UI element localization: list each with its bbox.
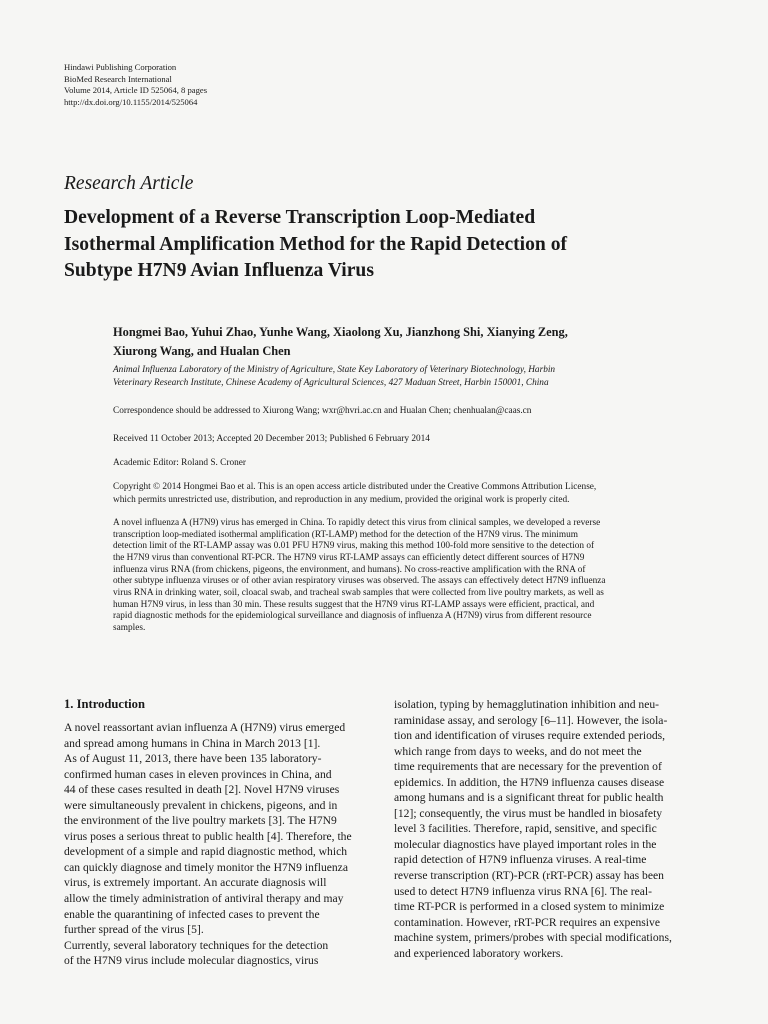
body-text-line: used to detect H7N9 influenza virus RNA [6]. The real- xyxy=(394,884,652,898)
abstract xyxy=(113,518,703,635)
body-text-line: and spread among humans in China in March 2013 [1]. xyxy=(64,736,321,750)
body-text-line: raminidase assay, and serology [6–11]. However, the isola- xyxy=(394,713,668,727)
body-text-line: epidemics. In addition, the H7N9 influenza causes disease xyxy=(394,775,665,789)
paper-title xyxy=(64,205,714,285)
body-text-line: contamination. However, rRT-PCR requires an expensive xyxy=(394,915,660,929)
body-text-line: were simultaneously prevalent in chickens, pigeons, and in xyxy=(64,798,338,812)
body-text-line: virus, is extremely important. An accurate diagnosis will xyxy=(64,876,327,890)
copyright-line: which permits unrestricted use, distribution, and reproduction in any medium, provided the original work is properly cited. xyxy=(113,494,570,505)
title-line: Subtype H7N9 Avian Influenza Virus xyxy=(64,260,374,282)
body-text-line: enable the quarantining of infected cases to prevent the xyxy=(64,907,320,921)
body-text-line: Currently, several laboratory techniques for the detection xyxy=(64,938,329,952)
body-text-line: can quickly diagnose and timely monitor the H7N9 influenza xyxy=(64,860,348,874)
body-text-line: reverse transcription (RT)-PCR (rRT-PCR) assay has been xyxy=(394,869,664,883)
body-text-line: machine system, primers/probes with special modifications, xyxy=(394,931,672,945)
author-list xyxy=(113,323,713,361)
body-text-line: development of a simple and rapid diagnostic method, which xyxy=(64,845,348,859)
correspondence-text: Correspondence should be addressed to Xiurong Wang; wxr@hvri.ac.cn and Hualan Chen; chenhualan@caas.cn xyxy=(113,406,532,416)
body-text-line: molecular diagnostics have played important roles in the xyxy=(394,837,657,851)
abstract-line: other subtype influenza viruses or of other avian respiratory viruses was observed. The assays can effectively detect H7N9 influenza xyxy=(113,576,606,587)
body-text-line: time requirements that are necessary for the prevention of xyxy=(394,760,662,774)
abstract-line: A novel influenza A (H7N9) virus has emerged in China. To rapidly detect this virus from clinical samples, we developed a reverse xyxy=(113,518,601,528)
journal-header xyxy=(64,62,207,108)
editor-text: Academic Editor: Roland S. Croner xyxy=(113,458,246,468)
body-text-line: confirmed human cases in eleven provinces in China, and xyxy=(64,767,332,781)
body-text-line: rapid detection of H7N9 influenza viruses. A real-time xyxy=(394,853,647,867)
section-heading-introduction: 1. Introduction xyxy=(64,697,145,711)
dates-text: Received 11 October 2013; Accepted 20 December 2013; Published 6 February 2014 xyxy=(113,434,430,444)
article-type: Research Article xyxy=(64,173,194,194)
affiliation-line: Animal Influenza Laboratory of the Ministry of Agriculture, State Key Laboratory of Veterinary Biotechnology, Harbin xyxy=(113,365,556,375)
body-text-line: of the H7N9 virus include molecular diagnostics, virus xyxy=(64,954,319,968)
body-text-line: time RT-PCR is performed in a closed system to minimize xyxy=(394,900,665,914)
body-text-line: among humans and is a significant threat for public health xyxy=(394,791,664,805)
body-text-line: level 3 facilities. Therefore, rapid, sensitive, and specific xyxy=(394,822,657,836)
title-line: Isothermal Amplification Method for the Rapid Detection of xyxy=(64,233,568,255)
body-text-line: the environment of the live poultry markets [3]. The H7N9 xyxy=(64,814,337,828)
body-text-line: isolation, typing by hemagglutination inhibition and neu- xyxy=(394,698,660,711)
title-line: Development of a Reverse Transcription Loop-Mediated xyxy=(64,207,536,228)
abstract-line: virus RNA in drinking water, soil, cloacal swab, and tracheal swab samples that were collected from live poultry markets, as well as xyxy=(113,587,604,598)
academic-editor xyxy=(113,457,713,470)
body-text-line: [12]; consequently, the virus must be handled in biosafety xyxy=(394,806,663,820)
doi-link[interactable]: http://dx.doi.org/10.1155/2014/525064 xyxy=(64,96,198,107)
copyright-line: Copyright © 2014 Hongmei Bao et al. This is an open access article distributed under the Creative Commons Attribution License, xyxy=(113,482,597,492)
abstract-line: rapid diagnostic methods for the epidemiological surveillance and diagnosis of influenza A (H7N9) virus from different resource xyxy=(113,611,592,622)
author-line: Xiurong Wang, and Hualan Chen xyxy=(113,344,291,358)
publisher-name: Hindawi Publishing Corporation xyxy=(64,62,177,72)
body-text-line: virus poses a serious threat to public health [4]. Therefore, the xyxy=(64,829,352,843)
abstract-line: influenza virus RNA (from chickens, pigeons, the environment, and humans). No cross-reactive amplification with the RNA of xyxy=(113,564,586,575)
abstract-line: detection limit of the RT-LAMP assay was 0.01 PFU H7N9 virus, making this method 100-fold more sensitive to the detection of xyxy=(113,541,595,552)
volume-info: Volume 2014, Article ID 525064, 8 pages xyxy=(64,85,208,96)
body-column-right xyxy=(394,697,704,961)
body-text-line: further spread of the virus [5]. xyxy=(64,923,204,937)
affiliation xyxy=(113,364,713,389)
body-text-line: allow the timely administration of antiviral therapy and may xyxy=(64,892,344,906)
author-line: Hongmei Bao, Yuhui Zhao, Yunhe Wang, Xiaolong Xu, Jianzhong Shi, Xianying Zeng, xyxy=(113,325,568,339)
copyright-notice xyxy=(113,481,713,506)
publication-dates xyxy=(113,433,713,446)
body-text-line: which range from days to weeks, and do not meet the xyxy=(394,744,642,758)
body-text-line: and experienced laboratory workers. xyxy=(394,946,564,960)
body-text-line: A novel reassortant avian influenza A (H7N9) virus emerged xyxy=(64,721,346,734)
abstract-line: human H7N9 virus, in less than 30 min. These results suggest that the H7N9 virus RT-LAMP assays were efficient, practical, and xyxy=(113,599,595,610)
correspondence xyxy=(113,405,713,418)
body-column-left xyxy=(64,720,374,969)
abstract-line: the H7N9 virus than conventional RT-PCR. The H7N9 virus RT-LAMP assays can efficiently detect different sources of H7N9 xyxy=(113,552,585,563)
journal-name: BioMed Research International xyxy=(64,73,172,84)
abstract-line: samples. xyxy=(113,622,146,633)
affiliation-line: Veterinary Research Institute, Chinese Academy of Agricultural Sciences, 427 Maduan Street, Harbin 150001, China xyxy=(113,377,549,388)
body-text-line: tion and identification of viruses require extended periods, xyxy=(394,729,666,743)
abstract-line: transcription loop-mediated isothermal amplification (RT-LAMP) method for the detection of the H7N9 virus. The minimum xyxy=(113,529,578,540)
body-text-line: 44 of these cases resulted in death [2]. Novel H7N9 viruses xyxy=(64,783,340,797)
body-text-line: As of August 11, 2013, there have been 135 laboratory- xyxy=(64,752,322,766)
